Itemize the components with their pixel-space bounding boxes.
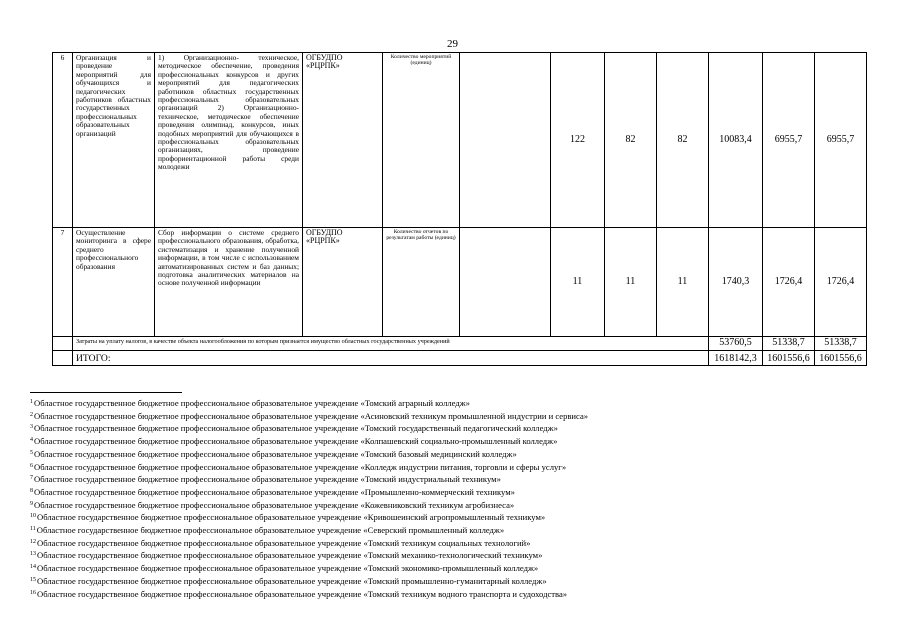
indicator: Количество отчетов по результатам работы (единиц) [383, 228, 460, 337]
empty-cell [53, 351, 73, 366]
value-cell: 1601556,6 [763, 351, 815, 366]
executor-text: ОГБУДПО «РЦРПК» [306, 53, 343, 71]
footnote-marker: 4 [30, 437, 33, 444]
value-cell: 53760,5 [709, 337, 763, 351]
value-cell: 11 [551, 228, 605, 337]
event-description: 1) Организационно- техническое, методическое обеспечение, проведения профессиональных конкурсов и других мероприятий для педагогических работников областных государственных профессиональных образовательных организаций 2) Организационно- техническое, методическое обеспечение проведения олимпиад, конкурсов, иных подобных мероприятий для обучающихся в профессиональных образовательных организациях, проведение профориентационной работы среди молодежи [155, 53, 303, 228]
footnote [30, 461, 880, 474]
footnote [30, 575, 880, 588]
footnote-marker: 6 [30, 462, 33, 469]
footnote [30, 537, 880, 550]
page-number: 29 [447, 38, 458, 50]
footnote [30, 511, 880, 524]
footnotes [30, 397, 880, 600]
value-cell: 1726,4 [815, 228, 867, 337]
footnote-marker: 10 [30, 513, 36, 520]
value-cell: 1740,3 [709, 228, 763, 337]
event-name: Осуществление мониторинга в сфере среднего профессионального образования [73, 228, 155, 337]
total-label: ИТОГО: [73, 351, 709, 366]
footnote-marker: 3 [30, 424, 33, 431]
value-cell: 10083,4 [709, 53, 763, 228]
footnote-marker: 2 [30, 411, 33, 418]
footnote-text: Областное государственное бюджетное профессиональное образовательное учреждение «Томский базовый медицинский колледж» [34, 448, 517, 459]
footnote [30, 549, 880, 562]
value-cell: 122 [551, 53, 605, 228]
footnote-divider [30, 392, 182, 393]
budget-table [52, 52, 867, 366]
footnote-text: Областное государственное бюджетное профессиональное образовательное учреждение «Томский аграрный колледж» [34, 398, 470, 408]
value-cell: 82 [657, 53, 709, 228]
footnote-text: Областное государственное бюджетное профессиональное образовательное учреждение «Промышленно-коммерческий техникум» [34, 486, 515, 497]
empty-cell [460, 53, 551, 228]
executor-text: ОГБУДПО «РЦРПК» [306, 228, 343, 246]
footnote-text: Областное государственное бюджетное профессиональное образовательное учреждение «Колледж индустрии питания, торговли и сферы услуг» [34, 461, 567, 472]
value-cell: 82 [605, 53, 657, 228]
value-cell: 51338,7 [815, 337, 867, 351]
footnote [30, 486, 880, 499]
row-number: 7 [53, 228, 73, 337]
footnote-marker: 12 [30, 538, 36, 545]
footnote [30, 435, 880, 448]
table-row [53, 53, 867, 228]
executor [303, 228, 383, 337]
empty-cell [460, 228, 551, 337]
footnote-text: Областное государственное бюджетное профессиональное образовательное учреждение «Томский техникум водного транспорта и судоходства» [37, 588, 568, 599]
footnote-text: Областное государственное бюджетное профессиональное образовательное учреждение «Томский механико-технологический техникум» [37, 550, 543, 561]
row-number: 6 [53, 53, 73, 228]
footnote [30, 410, 880, 423]
footnote [30, 588, 880, 601]
total-row [53, 351, 867, 366]
value-cell: 6955,7 [815, 53, 867, 228]
value-cell: 1601556,6 [815, 351, 867, 366]
footnote-text: Областное государственное бюджетное профессиональное образовательное учреждение «Кривошеинский агропромышленный техникум» [37, 512, 546, 523]
footnote-marker: 16 [30, 589, 36, 596]
executor [303, 53, 383, 228]
footnote-marker: 5 [30, 449, 33, 456]
value-cell: 1618142,3 [709, 351, 763, 366]
footnote-marker: 1 [30, 399, 33, 405]
footnote-text: Областное государственное бюджетное профессиональное образовательное учреждение «Томский промышленно-гуманитарный колледж» [37, 575, 547, 586]
footnote-text: Областное государственное бюджетное профессиональное образовательное учреждение «Томский техникум социальных технологий» [37, 537, 531, 548]
footnote-marker: 11 [30, 526, 36, 533]
footnote-text: Областное государственное бюджетное профессиональное образовательное учреждение «Северский промышленный колледж» [36, 525, 505, 536]
footnote-text: Областное государственное бюджетное профессиональное образовательное учреждение «Томский экономико-промышленный колледж» [37, 563, 539, 574]
event-description: Сбор информации о системе среднего профессионального образования, обработка, систематизация и хранение полученной информации, в том числе с использованием автоматизированных систем и баз данных; подготовка аналитических материалов на основе полученной информации [155, 228, 303, 337]
value-cell: 6955,7 [763, 53, 815, 228]
footnote [30, 473, 880, 486]
footnote-marker: 7 [30, 475, 33, 482]
footnote-text: Областное государственное бюджетное профессиональное образовательное учреждение «Кожевниковский техникум агробизнеса» [34, 499, 515, 510]
event-name: Организация и проведение мероприятий для обучающихся и педагогических работников областных государственных профессиональных образовательных организаций [73, 53, 155, 228]
footnote-text: Областное государственное бюджетное профессиональное образовательное учреждение «Асиновский техникум промышленной индустрии и сервиса» [34, 410, 589, 421]
taxes-label: Затраты на уплату налогов, в качестве объекта налогообложения по которым признается имущество областных государственных учреждений [73, 337, 709, 351]
taxes-row [53, 337, 867, 351]
footnote [30, 499, 880, 512]
empty-cell [53, 337, 73, 351]
value-cell: 11 [657, 228, 709, 337]
footnote-marker: 9 [30, 500, 33, 507]
value-cell: 11 [605, 228, 657, 337]
table-row [53, 228, 867, 337]
footnote [30, 562, 880, 575]
footnote [30, 448, 880, 461]
footnote-marker: 8 [30, 487, 33, 494]
value-cell: 51338,7 [763, 337, 815, 351]
footnote-marker: 15 [30, 576, 36, 583]
value-cell: 1726,4 [763, 228, 815, 337]
footnote-text: Областное государственное бюджетное профессиональное образовательное учреждение «Томский государственный педагогический колледж» [34, 423, 558, 434]
footnote [30, 397, 880, 410]
indicator: Количество мероприятий (единиц) [383, 53, 460, 228]
footnote [30, 422, 880, 435]
footnote-marker: 14 [30, 564, 36, 571]
footnote-text: Областное государственное бюджетное профессиональное образовательное учреждение «Томский индустриальный техникум» [34, 474, 501, 485]
footnote [30, 524, 880, 537]
footnote-marker: 13 [30, 551, 36, 558]
footnote-text: Областное государственное бюджетное профессиональное образовательное учреждение «Колпашевский социально-промышленный колледж» [34, 436, 558, 447]
